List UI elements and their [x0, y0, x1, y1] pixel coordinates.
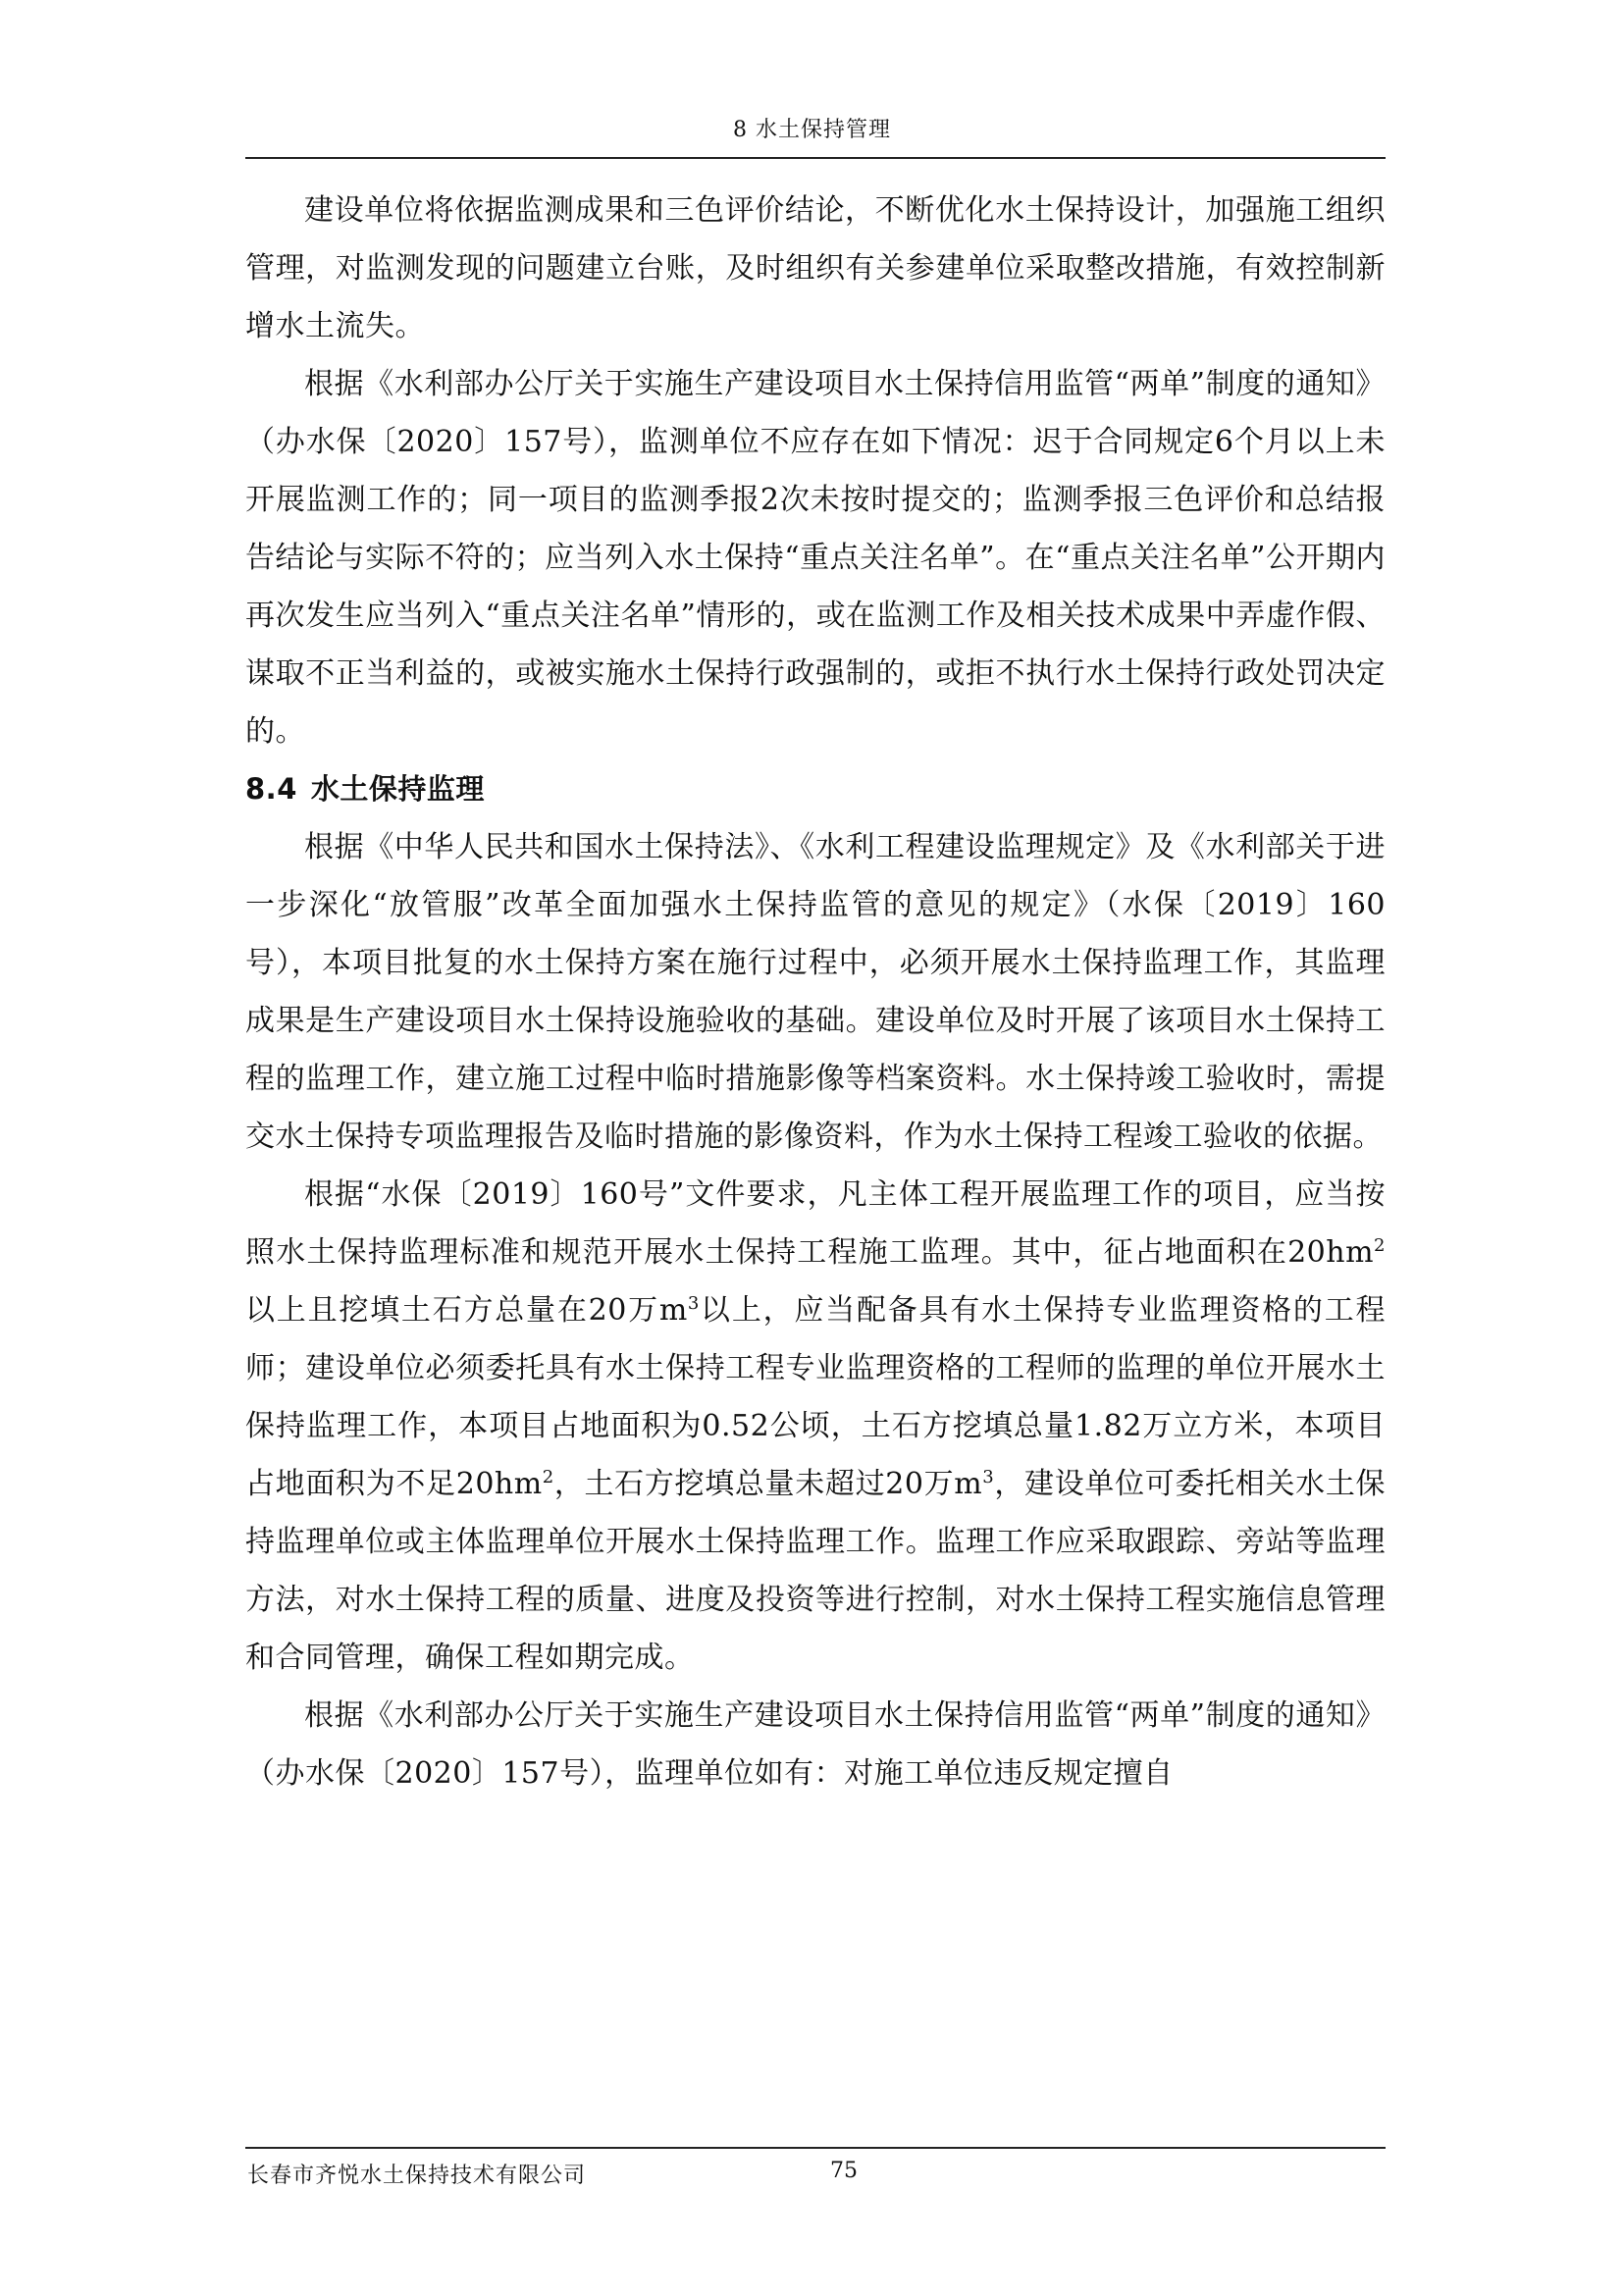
area-unit-superscript: 2	[1374, 1235, 1386, 1256]
p4-text-5: ，建设单位可委托相关水土保持监理单位或主体监理单位开展水土保持监理工作。监理工作应采取跟踪、旁站等监理方法，对水土保持工程的质量、进度及投资等进行控制，对水土保持工程实施信息管理和合同管理，确保工程如期完成。	[245, 1467, 1387, 1675]
header-rule	[245, 157, 1386, 159]
section-number: 8.4	[245, 772, 297, 806]
paragraph-monitoring-unit-requirements: 根据《水利部办公厅关于实施生产建设项目水土保持信用监管“两单”制度的通知》（办水保〔2020〕157号），监测单位不应存在如下情况：迟于合同规定6个月以上未开展监测工作的；同一项目的监测季报2次未按时提交的；监测季报三色评价和总结报告结论与实际不符的；应当列入水土保持“重点关注名单”。在“重点关注名单”公开期内再次发生应当列入“重点关注名单”情形的，或在监测工作及相关技术成果中弄虚作假、谋取不正当利益的，或被实施水土保持行政强制的，或拒不执行水土保持行政处罚决定的。	[245, 367, 1386, 749]
paragraph-supervision-requirements	[245, 1166, 1386, 1687]
p4-text-4: ，土石方挖填总量未超过20万m	[553, 1467, 983, 1501]
running-header: 8 水土保持管理	[733, 118, 891, 142]
p4-text-1: 根据“水保〔2019〕160号”文件要求，凡主体工程开展监理工作的项目，应当按照水土保持监理标准和规范开展水土保持工程施工监理。其中，征占地面积在20hm	[245, 1177, 1386, 1270]
page-number: 75	[830, 2159, 858, 2183]
area-unit-superscript: 2	[542, 1467, 554, 1487]
volume-unit-superscript: 3	[687, 1293, 700, 1314]
section-heading	[245, 760, 1386, 818]
section-title: 水土保持监理	[310, 772, 485, 806]
paragraph-supervision-basis: 根据《中华人民共和国水土保持法》、《水利工程建设监理规定》及《水利部关于进一步深化“放管服”改革全面加强水土保持监管的意见的规定》（水保〔2019〕160号），本项目批复的水土保持方案在施行过程中，必须开展水土保持监理工作，其监理成果是生产建设项目水土保持设施验收的基础。建设单位及时开展了该项目水土保持工程的监理工作，建立施工过程中临时措施影像等档案资料。水土保持竣工验收时，需提交水土保持专项监理报告及临时措施的影像资料，作为水土保持工程竣工验收的依据。	[245, 830, 1386, 1154]
paragraph-supervision-unit-violations: 根据《水利部办公厅关于实施生产建设项目水土保持信用监管“两单”制度的通知》（办水保〔2020〕157号），监理单位如有：对施工单位违反规定擅自	[245, 1698, 1386, 1791]
footer-rule	[245, 2147, 1386, 2149]
volume-unit-superscript: 3	[982, 1467, 995, 1487]
page-body	[245, 182, 1386, 1802]
p4-text-2: 以上且挖填土石方总量在20万m	[245, 1293, 688, 1328]
paragraph-monitoring-results: 建设单位将依据监测成果和三色评价结论，不断优化水土保持设计，加强施工组织管理，对监测发现的问题建立台账，及时组织有关参建单位采取整改措施，有效控制新增水土流失。	[245, 193, 1386, 343]
footer-company-name: 长春市齐悦水土保持技术有限公司	[247, 2164, 587, 2188]
p4-text-3: 以上，应当配备具有水土保持专业监理资格的工程师；建设单位必须委托具有水土保持工程专业监理资格的工程师的监理的单位开展水土保持监理工作，本项目占地面积为0.52公顷，土石方挖填总量1.82万立方米，本项目占地面积为不足20hm	[245, 1293, 1387, 1501]
